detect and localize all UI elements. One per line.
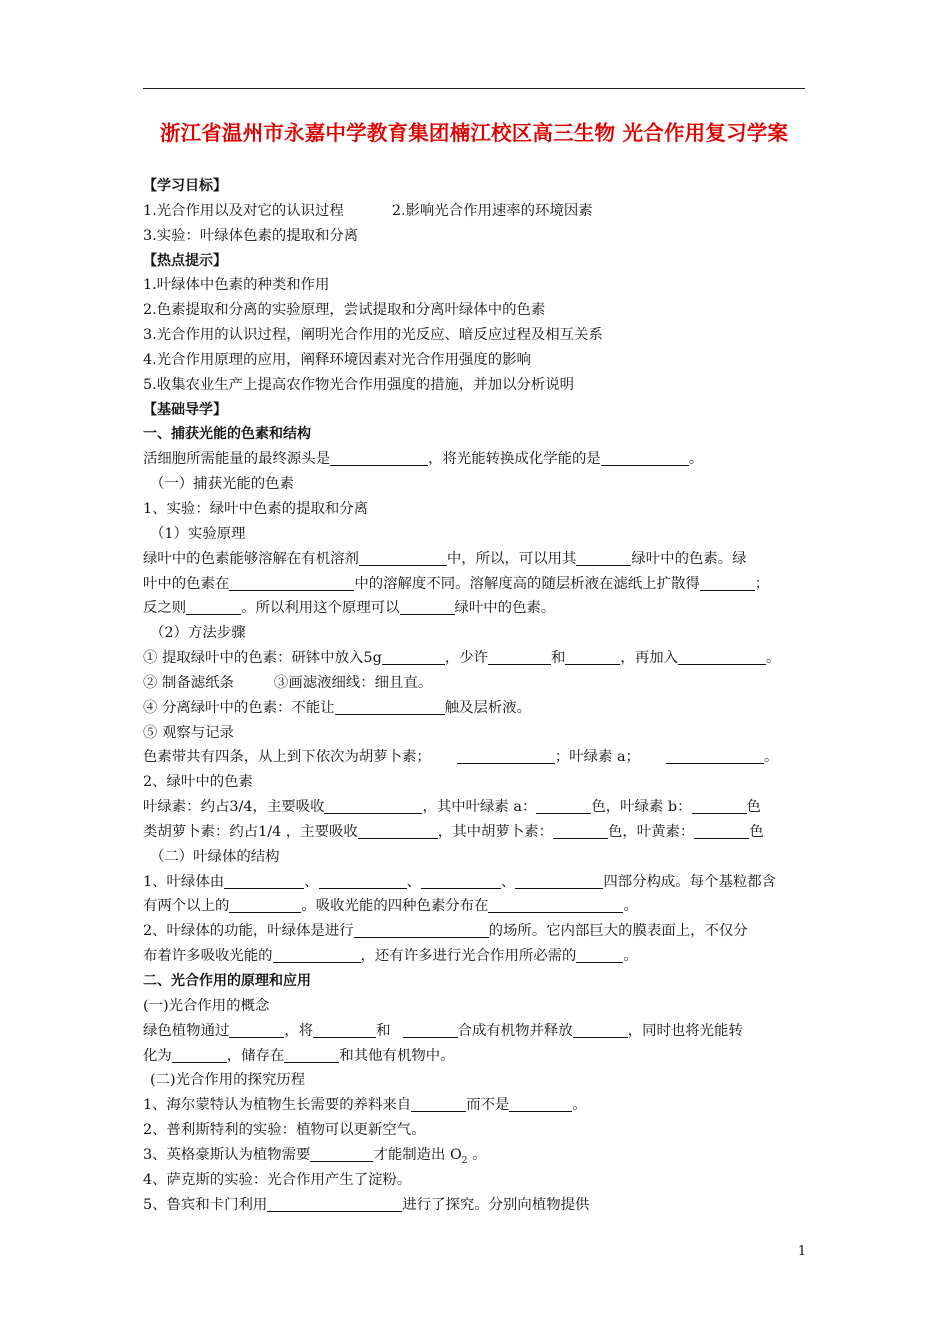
- definition-line-1: 绿色植物通过 ，将 和 合成有机物并释放 ，同时也将光能转: [143, 1019, 807, 1044]
- history-line-1: 1、海尔蒙特认为植物生长需要的养料来自 而不是 。: [143, 1093, 807, 1118]
- goal-item: 3.实验：叶绿体色素的提取和分离: [143, 227, 359, 244]
- goals-heading: 【学习目标】: [143, 178, 227, 194]
- principle-line-3: 反之则 。所以利用这个原理可以 绿叶中的色素。: [143, 596, 807, 621]
- hotspots-heading: 【热点提示】: [143, 252, 227, 269]
- blank: [358, 821, 438, 839]
- blank: [267, 1194, 402, 1212]
- document-title: 浙江省温州市永嘉中学教育集团楠江校区高三生物 光合作用复习学案: [159, 121, 789, 145]
- step-1-line: ① 提取绿叶中的色素：研钵中放入5g ，少许 和 ，再加入 。: [143, 646, 807, 671]
- chloroplast-line-4: 布着许多吸收光能的 ，还有许多进行光合作用所必需的 。: [143, 944, 807, 969]
- definition-line-2: 化为 ，储存在 和其他有机物中。: [143, 1044, 807, 1069]
- goal-item: 1.光合作用以及对它的认识过程: [143, 202, 344, 219]
- page-number: 1: [797, 1244, 807, 1259]
- blank: [335, 697, 445, 715]
- blank: [509, 1094, 572, 1112]
- history-line-2: 2、普利斯特利的实验：植物可以更新空气。: [143, 1122, 426, 1139]
- blank: [700, 573, 755, 591]
- blank: [421, 871, 501, 889]
- blank: [565, 647, 620, 665]
- chloroplast-line-1: 1、叶绿体由 、 、 、 四部分构成。每个基粒都含: [143, 870, 807, 895]
- section-2-heading: 二、光合作用的原理和应用: [143, 973, 311, 989]
- blank: [601, 448, 689, 466]
- chlorophyll-line: 叶绿素：约占3/4，主要吸收 ，其中叶绿素 a： 色，叶绿素 b： 色: [143, 795, 807, 820]
- chloroplast-line-3: 2、叶绿体的功能，叶绿体是进行 的场所。它内部巨大的膜表面上，不仅分: [143, 919, 807, 944]
- blank: [678, 647, 766, 665]
- goals-line-1: [143, 199, 807, 224]
- blank: [553, 821, 608, 839]
- hotspot-item: 3.光合作用的认识过程，阐明光合作用的光反应、暗反应过程及相互关系: [143, 327, 603, 344]
- method-heading: （2）方法步骤: [150, 625, 246, 642]
- blank: [400, 597, 455, 615]
- blank: [324, 796, 422, 814]
- blank: [229, 573, 354, 591]
- chloroplast-line-2: 有两个以上的 。吸收光能的四种色素分布在 。: [143, 894, 807, 919]
- experiment-title: 1、实验：绿叶中色素的提取和分离: [143, 500, 369, 517]
- blank: [354, 920, 489, 938]
- blank: [273, 945, 361, 963]
- blank: [359, 548, 447, 566]
- blank: [692, 796, 747, 814]
- section-1-heading: 一、捕获光能的色素和结构: [143, 426, 311, 443]
- hotspot-item: 1.叶绿体中色素的种类和作用: [143, 277, 330, 294]
- pigments-heading: 2、绿叶中的色素: [143, 774, 253, 791]
- energy-source-line: 活细胞所需能量的最终源头是 ，将光能转换成化学能的是 。: [143, 447, 807, 472]
- basics-heading: 【基础导学】: [143, 401, 227, 418]
- blank: [488, 647, 551, 665]
- blank: [330, 448, 428, 466]
- blank: [313, 1020, 376, 1038]
- hotspot-item: 5.收集农业生产上提高农作物光合作用强度的措施，并加以分析说明: [143, 376, 575, 393]
- blank: [573, 1020, 628, 1038]
- blank: [382, 647, 445, 665]
- history-line-5: 5、鲁宾和卡门利用 进行了探究。分别向植物提供: [143, 1193, 807, 1218]
- blank: [694, 821, 749, 839]
- blank: [186, 597, 241, 615]
- blank: [224, 871, 304, 889]
- blank: [284, 1045, 339, 1063]
- principle-line-2: 叶中的色素在 中的溶解度不同。溶解度高的随层析液在滤纸上扩散得 ；: [143, 572, 807, 597]
- hotspot-item: 4.光合作用原理的应用，阐释环境因素对光合作用强度的影响: [143, 351, 531, 368]
- blank: [319, 871, 407, 889]
- step-2-3-line: ② 制备滤纸条 ③画滤液细线：细且直。: [143, 674, 433, 691]
- principle-line-1: 绿叶中的色素能够溶解在有机溶剂 中，所以，可以用其 绿叶中的色素。绿: [143, 547, 807, 572]
- carotenoid-line: 类胡萝卜素：约占1/4 ，主要吸收 ，其中胡萝卜素： 色，叶黄素： 色: [143, 820, 807, 845]
- blank: [666, 746, 764, 764]
- blank: [172, 1045, 227, 1063]
- history-heading: (二)光合作用的探究历程: [150, 1072, 306, 1089]
- blank: [403, 1020, 458, 1038]
- blank: [536, 796, 591, 814]
- pigment-bands-line: 色素带共有四条，从上到下依次为胡萝卜素； ；叶绿素 a； 。: [143, 745, 807, 770]
- blank: [457, 746, 555, 764]
- subsection-chloroplast: （二）叶绿体的结构: [150, 848, 280, 865]
- blank: [515, 871, 603, 889]
- blank: [229, 895, 301, 913]
- header-rule: [143, 88, 805, 89]
- blank: [576, 548, 631, 566]
- step-5-line: ⑤ 观察与记录: [143, 724, 234, 741]
- blank: [411, 1094, 466, 1112]
- blank: [576, 945, 623, 963]
- document-body: [143, 174, 807, 1217]
- history-line-3: 3、英格豪斯认为植物需要 才能制造出 $O_2$ 。: [143, 1143, 807, 1168]
- blank: [229, 1020, 284, 1038]
- hotspot-item: 2.色素提取和分离的实验原理，尝试提取和分离叶绿体中的色素: [143, 302, 546, 319]
- blank: [488, 895, 623, 913]
- history-line-4: 4、萨克斯的实验：光合作用产生了淀粉。: [143, 1171, 412, 1188]
- goal-item: 2.影响光合作用速率的环境因素: [391, 202, 593, 219]
- blank: [310, 1144, 373, 1162]
- subsection-pigments: （一）捕获光能的色素: [150, 476, 294, 493]
- concept-heading: (一)光合作用的概念: [143, 997, 270, 1014]
- step-4-line: ④ 分离绿叶中的色素：不能让 触及层析液。: [143, 696, 807, 721]
- principle-heading: （1）实验原理: [150, 525, 246, 542]
